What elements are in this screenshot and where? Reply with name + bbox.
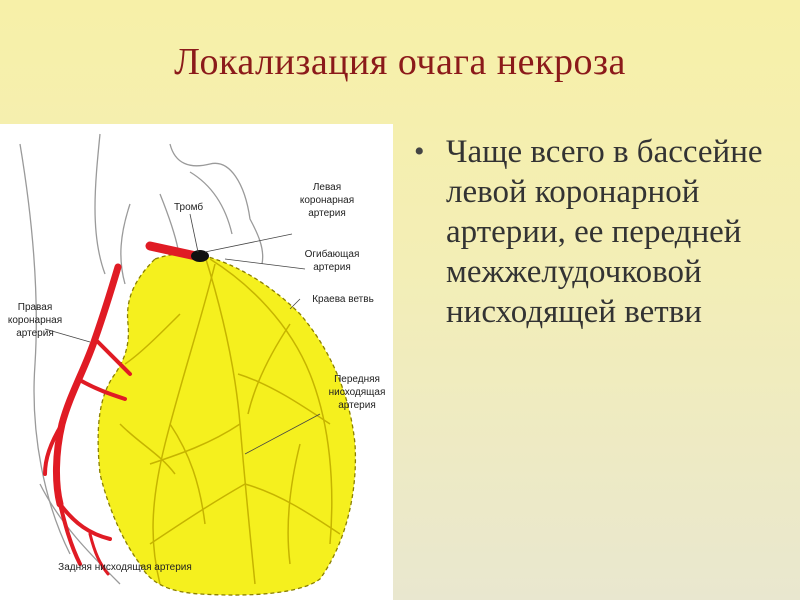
label-right-coronary-3: артерия: [16, 328, 54, 339]
label-left-coronary-1: Левая: [312, 182, 342, 193]
bullet-text: Чаще всего в бассейне левой коронарной артерии, ее передней межжелудочковой нисходящей ветви: [446, 134, 763, 330]
label-anterior-descending-3: артерия: [338, 400, 376, 411]
label-anterior-descending-2: нисходящая: [328, 387, 386, 398]
slide-title: Локализация очага некроза: [174, 41, 626, 83]
label-left-coronary-2: коронарная: [299, 195, 355, 206]
bullet-icon: •: [414, 135, 425, 168]
left-coronary-artery: [150, 246, 196, 256]
label-right-coronary-1: Правая: [17, 302, 53, 313]
label-posterior-descending: Задняя нисходящая артерия: [58, 562, 192, 573]
label-circumflex-1: Огибающая: [304, 249, 360, 260]
label-right-coronary-2: коронарная: [7, 315, 63, 326]
label-left-coronary-3: артерия: [308, 208, 346, 219]
label-anterior-descending-1: Передняя: [334, 374, 380, 385]
bullet-list: [412, 132, 782, 332]
heart-diagram: [0, 124, 393, 600]
label-marginal-branch: Краева ветвь: [312, 294, 374, 305]
label-thrombus: Тромб: [174, 202, 204, 213]
label-circumflex-2: артерия: [313, 262, 351, 273]
bullet-item: [412, 132, 782, 332]
